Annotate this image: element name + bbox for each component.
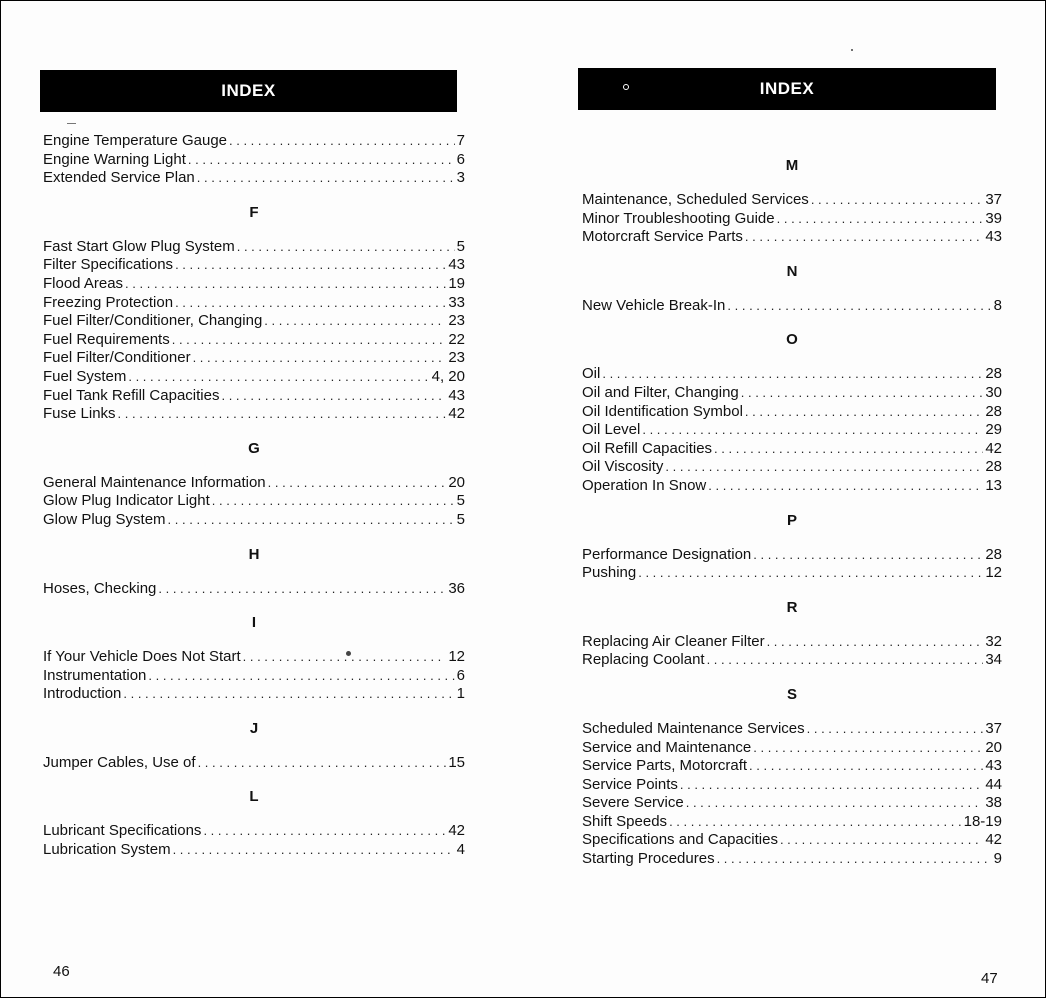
section-letter: F: [249, 203, 259, 221]
entry-page-number: 43: [985, 757, 1002, 775]
index-entry: [582, 403, 1002, 422]
entry-page-number: 9: [993, 850, 1002, 868]
entry-term: Oil Identification Symbol: [582, 402, 743, 420]
entry-term: Fuel Filter/Conditioner: [43, 349, 191, 367]
entry-term: Fuse Links: [43, 405, 116, 423]
entry-page-number: 43: [985, 228, 1002, 246]
index-entry: [582, 564, 1002, 583]
entry-page-number: 37: [985, 191, 1002, 208]
dot-leader: [741, 384, 984, 403]
index-entry: [582, 633, 1002, 652]
entry-term: Hoses, Checking: [43, 579, 157, 597]
section-letter: M: [785, 157, 799, 174]
dot-leader: [745, 228, 983, 247]
index-entry: [582, 776, 1002, 795]
entry-page-number: 1: [456, 685, 465, 703]
entry-page-number: 43: [448, 256, 465, 274]
index-entry: [43, 822, 465, 841]
dot-leader: [175, 256, 446, 275]
dot-leader: [203, 822, 446, 841]
section-letter: L: [249, 788, 259, 806]
entry-page-number: 4: [456, 841, 465, 859]
entry-page-number: 6: [456, 666, 465, 684]
dot-leader: [745, 403, 983, 422]
index-entry: [43, 294, 465, 313]
entry-page-number: 20: [985, 738, 1002, 756]
entry-term: Extended Service Plan: [43, 169, 195, 187]
entry-term: Lubricant Specifications: [43, 822, 202, 840]
index-entry: [582, 440, 1002, 459]
entry-term: Specifications and Capacities: [582, 831, 778, 849]
section-letter: S: [786, 685, 797, 703]
index-entry-list: [582, 141, 1002, 869]
dot-leader: [777, 210, 984, 229]
entry-page-number: 6: [456, 150, 465, 168]
dot-leader: [717, 850, 992, 869]
index-section: [43, 786, 465, 859]
entry-term: Oil Refill Capacities: [582, 439, 713, 457]
left-page: [1, 1, 525, 997]
entry-term: Lubrication System: [43, 841, 171, 859]
index-entry: [582, 651, 1002, 670]
dot-leader: [173, 841, 455, 860]
entry-page-number: 28: [985, 458, 1002, 476]
index-section: [43, 612, 465, 704]
entry-term: Engine Warning Light: [43, 150, 186, 168]
entry-term: Service and Maintenance: [582, 738, 752, 756]
right-page: [525, 1, 1047, 997]
entry-term: Replacing Coolant: [582, 651, 705, 669]
entry-term: Service Points: [582, 775, 678, 793]
entry-term: Replacing Air Cleaner Filter: [582, 632, 765, 650]
dot-leader: [123, 685, 454, 704]
dot-leader: [193, 349, 447, 368]
index-entry: [582, 794, 1002, 813]
index-entry: [582, 546, 1002, 565]
dot-leader: [198, 754, 447, 773]
section-letter: H: [248, 545, 260, 563]
entry-page-number: 20: [448, 473, 465, 491]
entry-term: Fuel Filter/Conditioner, Changing: [43, 312, 263, 330]
index-header-title: INDEX: [759, 79, 815, 98]
index-section: [582, 510, 1002, 583]
entry-term: Instrumentation: [43, 666, 147, 684]
index-entry: [582, 365, 1002, 384]
entry-page-number: 28: [985, 402, 1002, 420]
index-section: [582, 597, 1002, 670]
page-number: 47: [981, 970, 998, 987]
dot-leader: [243, 648, 447, 667]
dot-leader: [707, 651, 984, 670]
index-entry: [43, 754, 465, 773]
dot-leader: [268, 474, 447, 493]
entry-page-number: 32: [985, 632, 1002, 650]
index-entry: [43, 648, 465, 667]
dot-leader: [807, 720, 984, 739]
entry-page-number: 34: [985, 651, 1002, 669]
dot-leader: [221, 387, 446, 406]
entry-page-number: 44: [985, 775, 1002, 793]
dot-leader: [669, 813, 962, 832]
index-section: [582, 684, 1002, 869]
index-entry: [43, 405, 465, 424]
index-entry: [582, 384, 1002, 403]
dot-leader: [753, 739, 983, 758]
index-entry: [43, 474, 465, 493]
dot-leader: [638, 564, 983, 583]
dot-leader: [602, 365, 983, 384]
index-section: [43, 718, 465, 773]
entry-page-number: 5: [456, 492, 465, 510]
entry-term: Oil Level: [582, 421, 641, 439]
entry-page-number: 15: [448, 753, 465, 771]
entry-term: Starting Procedures: [582, 850, 715, 868]
entry-term: Fuel System: [43, 367, 127, 385]
section-letter: R: [786, 598, 798, 616]
index-entry-list: [43, 132, 465, 860]
entry-page-number: 23: [448, 312, 465, 330]
entry-term: Performance Designation: [582, 545, 752, 563]
index-entry: [582, 210, 1002, 229]
index-entry: [582, 757, 1002, 776]
entry-page-number: 42: [448, 405, 465, 423]
index-section: [43, 544, 465, 599]
dot-leader: [780, 831, 983, 850]
index-header-title: INDEX: [221, 81, 276, 100]
dot-leader: [264, 312, 446, 331]
entry-term: Glow Plug Indicator Light: [43, 492, 210, 510]
index-entry: [43, 580, 465, 599]
entry-page-number: 22: [448, 330, 465, 348]
index-header-bar: [40, 70, 457, 112]
index-entry: [582, 813, 1002, 832]
entry-page-number: 39: [985, 209, 1002, 227]
entry-page-number: 23: [448, 349, 465, 367]
entry-page-number: 33: [448, 293, 465, 311]
entry-page-number: 42: [985, 439, 1002, 457]
entry-term: Maintenance, Scheduled Services: [582, 191, 809, 208]
entry-term: Fuel Requirements: [43, 330, 170, 348]
dot-leader: [229, 132, 455, 151]
index-entry: [43, 256, 465, 275]
dot-leader: [197, 169, 455, 188]
entry-term: Engine Temperature Gauge: [43, 132, 228, 149]
index-entry: [582, 458, 1002, 477]
entry-page-number: 13: [985, 476, 1002, 494]
section-letter: O: [786, 331, 798, 349]
index-entry: [43, 169, 465, 188]
dot-leader: [714, 440, 983, 459]
dot-leader: [811, 191, 984, 210]
index-section: [43, 438, 465, 530]
index-entry: [43, 151, 465, 170]
page-number: 46: [53, 963, 70, 980]
entry-term: Oil and Filter, Changing: [582, 383, 739, 401]
section-letter: G: [248, 439, 260, 457]
entry-term: Jumper Cables, Use of: [43, 753, 196, 771]
dot-leader: [125, 275, 446, 294]
entry-page-number: 38: [985, 794, 1002, 812]
index-entry: [43, 349, 465, 368]
entry-page-number: 12: [985, 564, 1002, 582]
entry-term: Oil Viscosity: [582, 458, 664, 476]
entry-term: Filter Specifications: [43, 256, 174, 274]
section-letter: N: [786, 262, 798, 280]
entry-term: Glow Plug System: [43, 510, 166, 528]
dot-leader: [118, 405, 447, 424]
section-letter: J: [249, 719, 259, 737]
index-entry: [582, 297, 1002, 316]
entry-page-number: 3: [456, 169, 465, 187]
section-letter: I: [251, 614, 257, 632]
entry-page-number: 29: [985, 421, 1002, 439]
index-header-bar: [578, 68, 996, 110]
entry-term: General Maintenance Information: [43, 473, 266, 491]
entry-page-number: 43: [448, 386, 465, 404]
index-entry: [43, 685, 465, 704]
dot-leader: [753, 546, 983, 565]
dot-leader: [680, 776, 983, 795]
dot-leader: [158, 580, 446, 599]
index-entry: [43, 331, 465, 350]
index-section: [582, 329, 1002, 495]
entry-term: New Vehicle Break-In: [582, 296, 726, 314]
dot-leader: [188, 151, 455, 170]
entry-term: Freezing Protection: [43, 293, 174, 311]
dot-leader: [172, 331, 447, 350]
index-entry: [582, 421, 1002, 440]
index-entry: [582, 831, 1002, 850]
entry-term: Fuel Tank Refill Capacities: [43, 386, 220, 404]
dot-leader: [128, 368, 429, 387]
index-entry: [582, 739, 1002, 758]
section-letter: P: [786, 511, 797, 529]
index-entry: [43, 368, 465, 387]
entry-term: Service Parts, Motorcraft: [582, 757, 748, 775]
index-entry: [582, 191, 1002, 210]
header-dot-mark: [623, 84, 629, 90]
entry-page-number: 30: [985, 383, 1002, 401]
entry-page-number: 7: [456, 132, 465, 149]
index-section: [43, 132, 465, 188]
entry-page-number: 8: [993, 296, 1002, 314]
index-entry: [43, 387, 465, 406]
index-entry: [43, 841, 465, 860]
entry-page-number: 36: [448, 579, 465, 597]
dot-leader: [237, 238, 455, 257]
entry-term: Pushing: [582, 564, 637, 582]
index-entry: [43, 312, 465, 331]
index-section: [43, 202, 465, 424]
print-speck: [346, 651, 351, 656]
dot-leader: [686, 794, 984, 813]
dot-leader: [148, 667, 454, 686]
index-entry: [582, 477, 1002, 496]
dot-leader: [727, 297, 991, 316]
index-entry: [43, 275, 465, 294]
entry-term: Motorcraft Service Parts: [582, 228, 743, 246]
index-entry: [43, 238, 465, 257]
entry-term: Fast Start Glow Plug System: [43, 237, 235, 255]
entry-term: If Your Vehicle Does Not Start: [43, 648, 241, 666]
entry-term: Introduction: [43, 685, 122, 703]
dot-leader: [212, 492, 455, 511]
index-entry: [43, 492, 465, 511]
entry-page-number: 5: [456, 237, 465, 255]
index-entry: [582, 720, 1002, 739]
index-section: [582, 261, 1002, 316]
entry-page-number: 42: [448, 822, 465, 840]
dot-leader: [767, 633, 984, 652]
index-section: [582, 155, 1002, 247]
entry-page-number: 42: [985, 831, 1002, 849]
entry-page-number: 37: [985, 719, 1002, 737]
dot-leader: [175, 294, 446, 313]
dot-leader: [168, 511, 455, 530]
entry-term: Operation In Snow: [582, 476, 707, 494]
entry-term: Shift Speeds: [582, 812, 668, 830]
print-speck: [67, 123, 76, 124]
entry-term: Flood Areas: [43, 274, 124, 292]
dot-leader: [708, 477, 983, 496]
entry-page-number: 12: [448, 648, 465, 666]
entry-term: Severe Service: [582, 794, 684, 812]
dot-leader: [642, 421, 983, 440]
entry-term: Scheduled Maintenance Services: [582, 719, 805, 737]
index-entry: [43, 511, 465, 530]
entry-page-number: 4, 20: [431, 367, 465, 385]
dot-leader: [665, 458, 983, 477]
entry-page-number: 5: [456, 510, 465, 528]
entry-page-number: 28: [985, 545, 1002, 563]
entry-page-number: 28: [985, 365, 1002, 383]
index-entry: [582, 850, 1002, 869]
index-entry: [43, 667, 465, 686]
entry-term: Oil: [582, 365, 601, 383]
entry-page-number: 19: [448, 274, 465, 292]
index-entry: [43, 132, 465, 151]
entry-page-number: 18-19: [963, 812, 1002, 830]
dot-leader: [749, 757, 983, 776]
print-speck: [851, 49, 853, 51]
index-entry: [582, 228, 1002, 247]
entry-term: Minor Troubleshooting Guide: [582, 209, 775, 227]
